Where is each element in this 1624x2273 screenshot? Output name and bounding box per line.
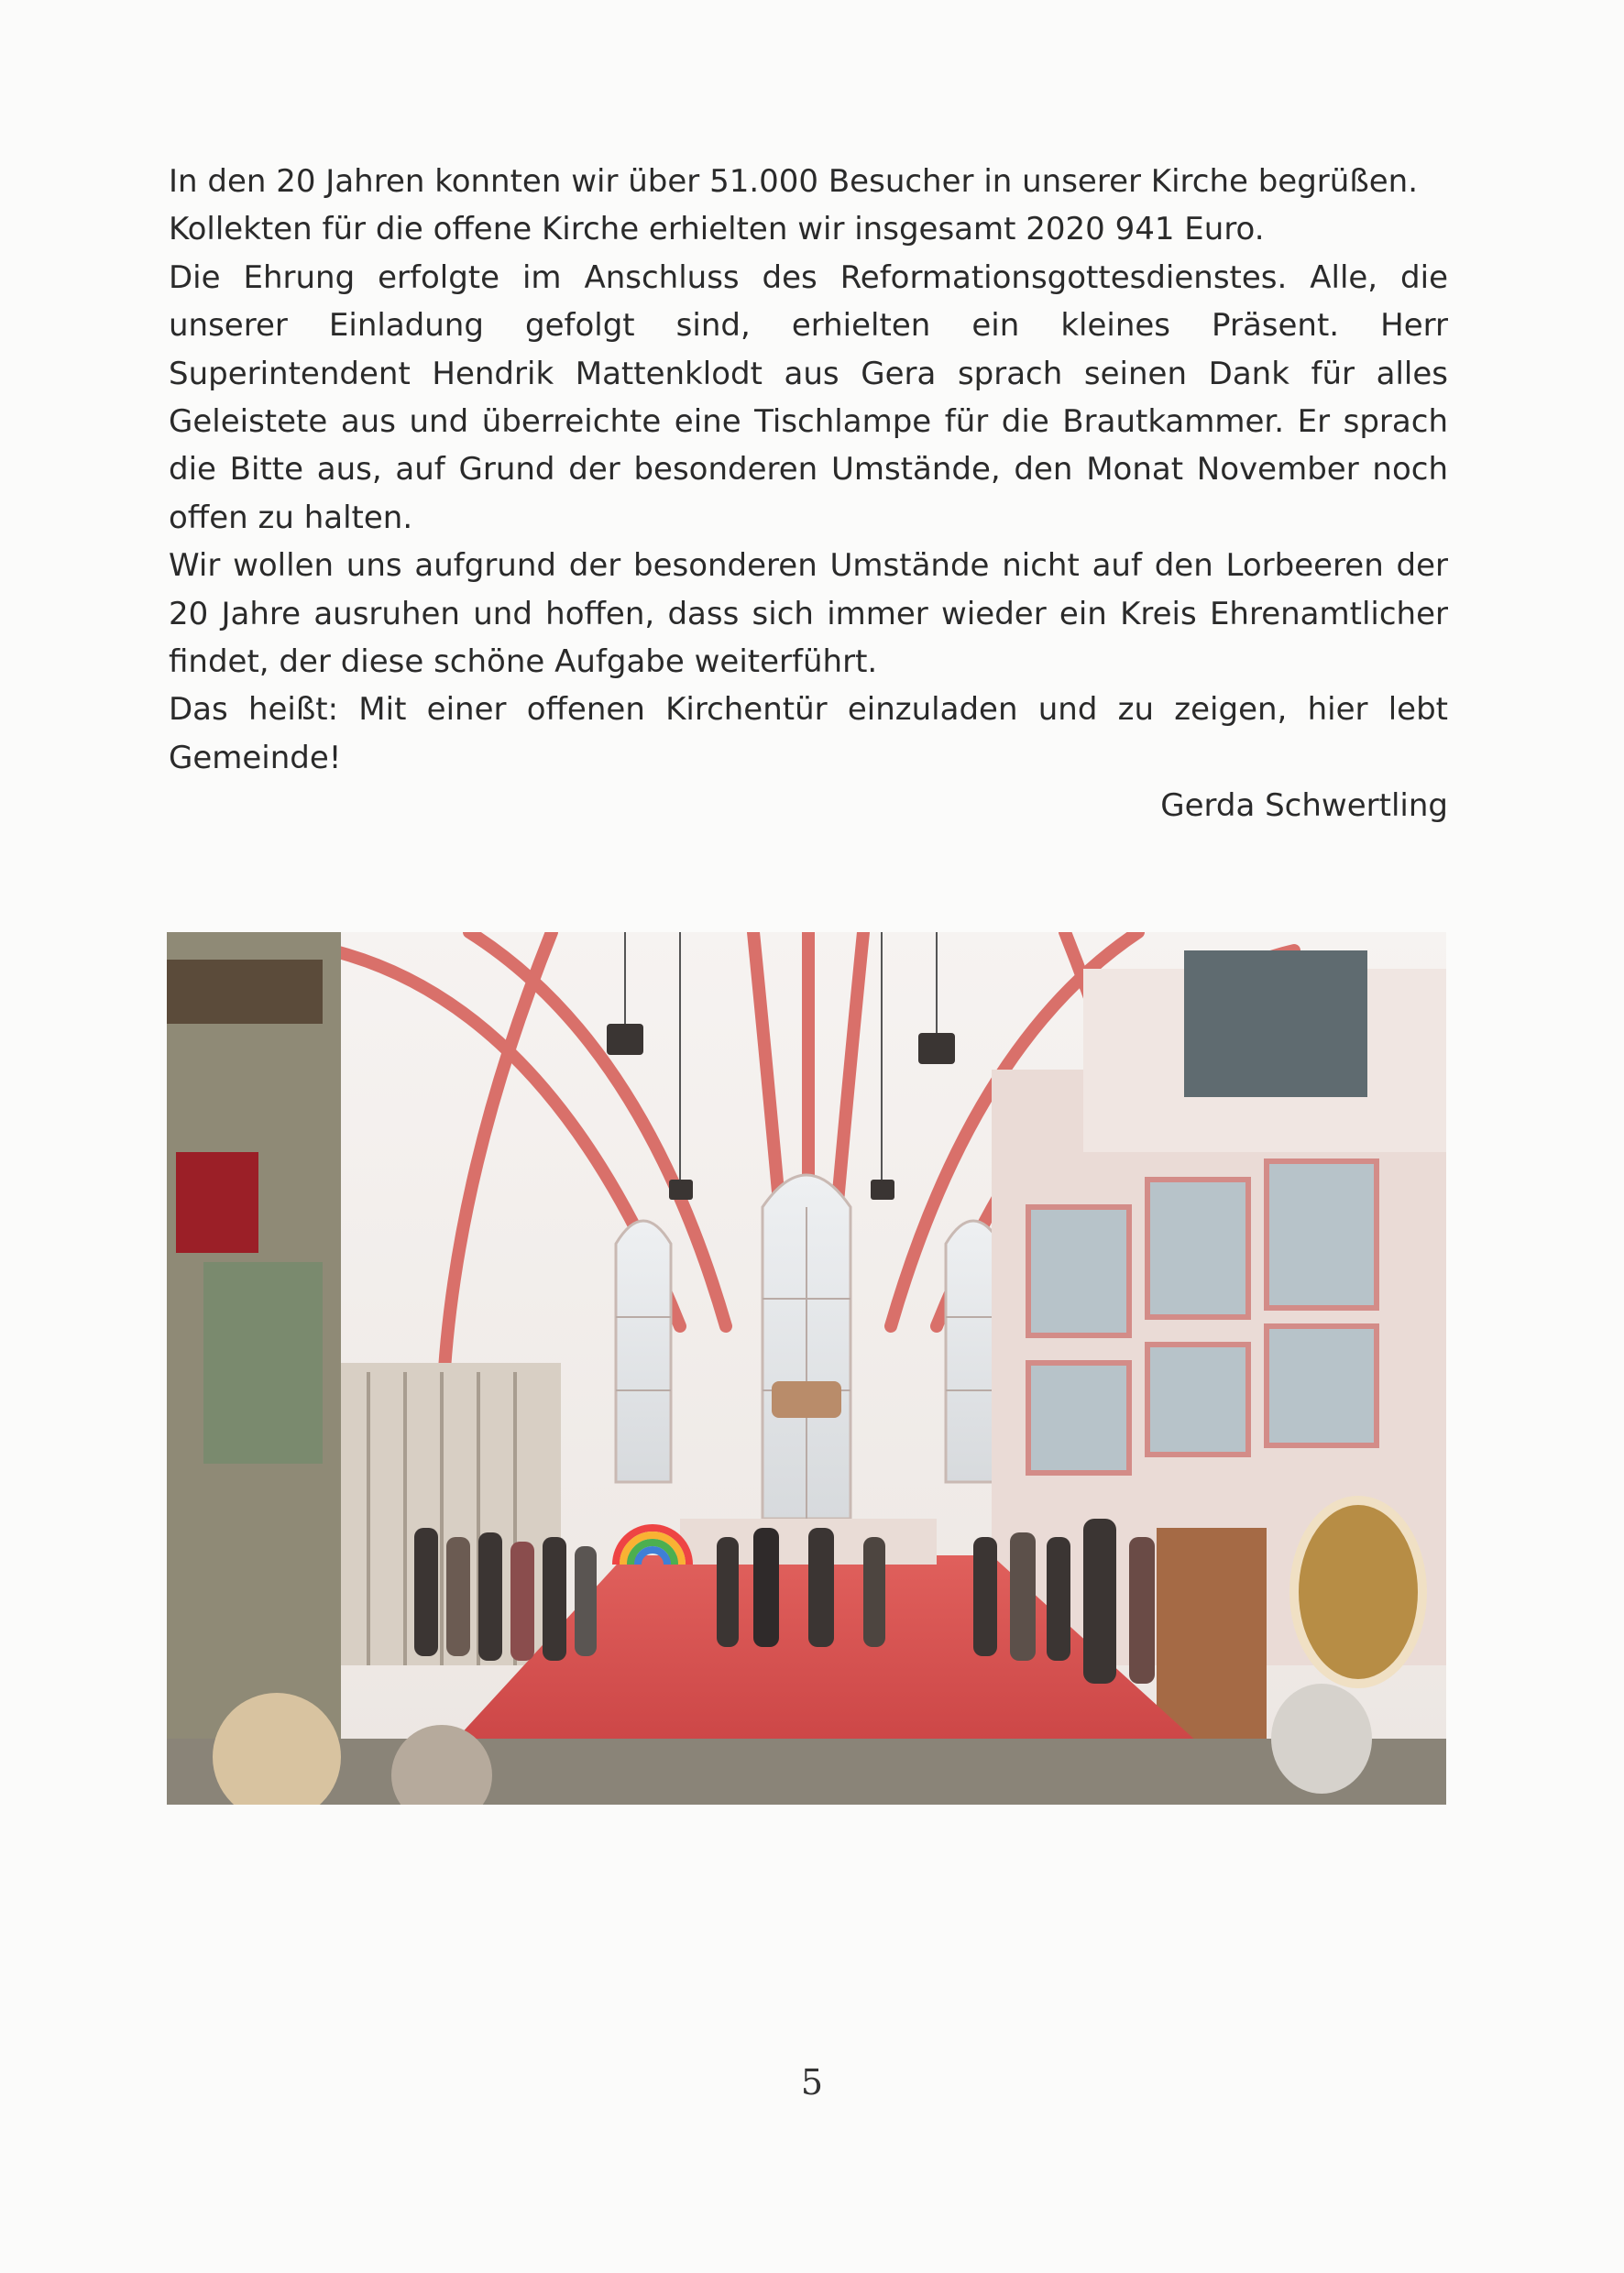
- paragraph-future: Wir wollen uns aufgrund der besonderen Umstände nicht auf den Lorbeeren der 20 Jahre ausruhen und hoffen, dass sich immer wieder ein Kreis Ehrenamtlicher findet, der diese schöne Aufgabe weiterführt.: [169, 547, 1448, 681]
- church-interior-illustration: [167, 932, 1446, 1805]
- paragraph-collections: Kollekten für die offene Kirche erhielten wir insgesamt 2020 941 Euro.: [169, 211, 1265, 248]
- church-interior-photo: [167, 932, 1446, 1805]
- page-number: 5: [800, 2062, 824, 2103]
- paragraph-closing: Das heißt: Mit einer offenen Kirchentür einzuladen und zu zeigen, hier lebt Gemeinde!: [169, 691, 1448, 776]
- paragraph-ceremony: Die Ehrung erfolgte im Anschluss des Reformationsgottesdienstes. Alle, die unserer Einladung gefolgt sind, erhielten ein kleines Präsent. Herr Superintendent Hendrik Mattenklodt aus Gera sprach seinen Dank für alles Geleistete aus und überreichte eine Tischlampe für die Brautkammer. Er sprach die Bitte aus, auf Grund der besonderen Umstände, den Monat November noch offen zu halten.: [169, 258, 1448, 536]
- paragraph-visitors: In den 20 Jahren konnten wir über 51.000 Besucher in unserer Kirche begrüßen.: [169, 163, 1419, 200]
- article-text: [169, 158, 1448, 830]
- author-signature: Gerda Schwertling: [1160, 787, 1448, 825]
